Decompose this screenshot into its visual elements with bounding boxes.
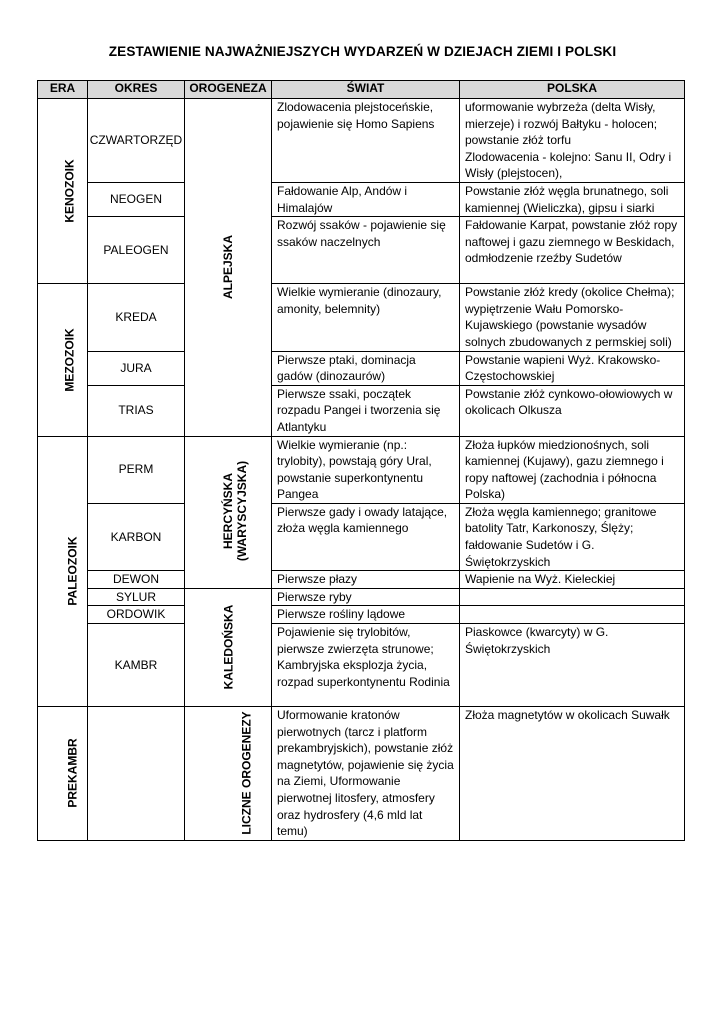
table-row (38, 436, 685, 503)
polska-cell: Powstanie złóż kredy (okolice Chełma); wypiętrzenie Wału Pomorsko-Kujawskiego (powstanie wysadów solnych zbudowanych z permskiej soli) (460, 284, 685, 351)
geology-table (37, 80, 685, 841)
orogeny-liczne (185, 707, 272, 841)
table-row (38, 351, 685, 385)
period-sylur: SYLUR (88, 588, 185, 606)
table-row (38, 99, 685, 183)
period-paleogen: PALEOGEN (88, 217, 185, 284)
swiat-cell: Pierwsze rośliny lądowe (272, 606, 460, 624)
polska-cell (460, 99, 685, 183)
era-prekambr (38, 707, 88, 841)
header-polska: POLSKA (460, 81, 685, 99)
table-row (38, 182, 685, 216)
swiat-cell: Zlodowacenia plejstoceńskie, pojawienie się Homo Sapiens (272, 99, 460, 183)
period-karbon: KARBON (88, 503, 185, 570)
period-ordowik: ORDOWIK (88, 606, 185, 624)
period-prekambr (88, 707, 185, 841)
orogeny-hercynska (185, 436, 272, 588)
era-label: MEZOZOIK (62, 327, 77, 392)
polska-cell: Złoża magnetytów w okolicach Suwałk (460, 707, 685, 841)
era-mezozoik (38, 284, 88, 436)
polska-cell: Wapienie na Wyż. Kieleckiej (460, 571, 685, 589)
swiat-cell: Pojawienie się trylobitów, pierwsze zwierzęta strunowe; Kambryjska eksplozja życia, rozpad superkontynentu Rodinia (272, 624, 460, 707)
header-okres: OKRES (88, 81, 185, 99)
polska-cell (460, 606, 685, 624)
document-title: ZESTAWIENIE NAJWAŻNIEJSZYCH WYDARZEŃ W DZIEJACH ZIEMI I POLSKI (108, 44, 617, 59)
orogeny-kaledonska (185, 588, 272, 706)
polska-cell: Piaskowce (kwarcyty) w G. Świętokrzyskich (460, 624, 685, 707)
table-row (38, 217, 685, 284)
era-paleozoik (38, 436, 88, 707)
table-row (38, 606, 685, 624)
orogeny-label-line: HERCYŃSKA (221, 473, 236, 550)
header-row (38, 81, 685, 99)
header-orogeneza: OROGENEZA (185, 81, 272, 99)
table-row (38, 503, 685, 570)
swiat-cell: Pierwsze gady i owady latające, złoża węgla kamiennego (272, 503, 460, 570)
table-row (38, 284, 685, 351)
period-kreda: KREDA (88, 284, 185, 351)
header-swiat: ŚWIAT (272, 81, 460, 99)
swiat-cell: Fałdowanie Alp, Andów i Himalajów (272, 182, 460, 216)
era-kenozoik (38, 99, 88, 284)
period-perm: PERM (88, 436, 185, 503)
polska-cell: Złoża węgla kamiennego; granitowe batolity Tatr, Karkonoszy, Ślęży; fałdowanie Sudetów i G. Świętokrzyskich (460, 503, 685, 570)
orogeny-label (221, 461, 249, 561)
era-label: KENOZOIK (62, 159, 77, 223)
swiat-cell: Pierwsze płazy (272, 571, 460, 589)
swiat-cell: Rozwój ssaków - pojawienie się ssaków naczelnych (272, 217, 460, 284)
swiat-cell: Uformowanie kratonów pierwotnych (tarcz i platform prekambryjskich), powstanie złóż magnetytów, pojawienie się życia na Ziemi, Uformowanie pierwotnej litosfery, atmosfery oraz hydrosfery (4,6 mld lat temu) (272, 707, 460, 841)
polska-cell: Powstanie złóż cynkowo-ołowiowych w okolicach Olkusza (460, 385, 685, 436)
era-label: PREKAMBR (65, 738, 80, 808)
orogeny-label-line: (WARYSCYJSKA) (235, 461, 250, 562)
era-label: PALEOZOIK (65, 536, 80, 606)
period-kambr: KAMBR (88, 624, 185, 707)
swiat-cell: Wielkie wymieranie (dinozaury, amonity, belemnity) (272, 284, 460, 351)
polska-cell (460, 588, 685, 606)
polska-cell: Złoża łupków miedzionośnych, soli kamiennej (Kujawy), gazu ziemnego i ropy naftowej (zachodnia i północna Polska) (460, 436, 685, 503)
table-row (38, 385, 685, 436)
period-jura: JURA (88, 351, 185, 385)
orogeny-label: ALPEJSKA (220, 234, 235, 299)
polska-cell: Powstanie wapieni Wyż. Krakowsko-Częstochowskiej (460, 351, 685, 385)
orogeny-label: LICZNE OROGENEZY (239, 711, 254, 835)
swiat-cell: Pierwsze ssaki, początek rozpadu Pangei i tworzenia się Atlantyku (272, 385, 460, 436)
table-row (38, 571, 685, 589)
orogeny-label: KALEDOŃSKA (220, 604, 235, 690)
period-neogen: NEOGEN (88, 182, 185, 216)
period-czwartorzed: CZWARTORZĘD (88, 99, 185, 183)
header-era: ERA (38, 81, 88, 99)
polska-cell: Fałdowanie Karpat, powstanie złóż ropy naftowej i gazu ziemnego w Beskidach, odmłodzenie rzeźby Sudetów (460, 217, 685, 284)
swiat-cell: Pierwsze ptaki, dominacja gadów (dinozaurów) (272, 351, 460, 385)
table-row (38, 707, 685, 841)
swiat-cell: Pierwsze ryby (272, 588, 460, 606)
period-dewon: DEWON (88, 571, 185, 589)
polska-text: uformowanie wybrzeża (delta Wisły, mierzeje) i rozwój Bałtyku - holocen; powstanie złóż torfu (465, 100, 658, 148)
polska-text: Zlodowacenia - kolejno: Sanu II, Odry i Wisły (plejstocen), (465, 149, 672, 181)
swiat-cell: Wielkie wymieranie (np.: trylobity), powstają góry Ural, powstanie superkontynentu Pangea (272, 436, 460, 503)
period-trias: TRIAS (88, 385, 185, 436)
orogeny-alpejska (185, 99, 272, 437)
table-row (38, 588, 685, 606)
table-row (38, 624, 685, 707)
polska-cell: Powstanie złóż węgla brunatnego, soli kamiennej (Wieliczka), gipsu i siarki (460, 182, 685, 216)
